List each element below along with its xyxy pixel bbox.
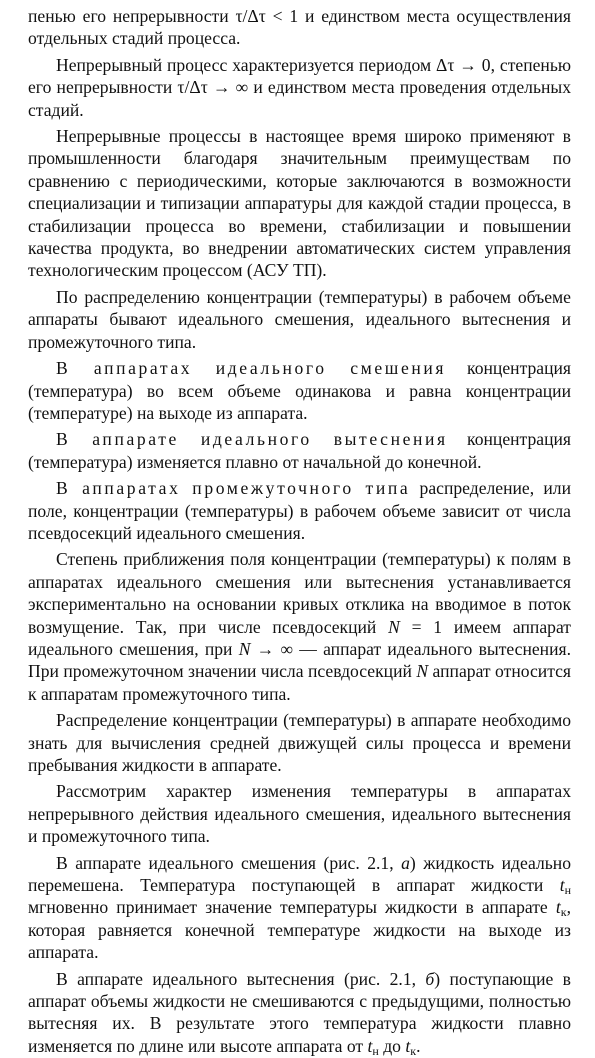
spaced-term: В аппаратах промежуточного типа <box>56 478 411 499</box>
spaced-term: В аппаратах идеального смешения <box>56 358 447 379</box>
paragraph-p4 <box>28 286 571 353</box>
paragraph-p8 <box>28 548 571 705</box>
subscript: н <box>564 883 571 898</box>
paragraph-p12 <box>28 968 571 1058</box>
italic-symbol: N <box>238 638 251 659</box>
text-run: аппарат относится к аппаратам промежуточного типа. <box>28 661 571 704</box>
text-run: пенью его непрерывности τ/Δτ < 1 и единством места осуществления отдельных стадий процесса. <box>28 6 571 49</box>
text-run: → ∞ — аппарат идеального вытеснения. При промежуточном значении числа псевдосекций <box>28 638 571 682</box>
subscript: к <box>410 1043 417 1058</box>
text-run: ) жидкость идеально перемешена. Температура поступающей в аппарат жидкости <box>28 852 571 896</box>
text-run: , которая равняется конечной температуре жидкости на выходе из аппарата. <box>28 897 571 963</box>
subscript: к <box>560 905 567 920</box>
text-run: Непрерывный процесс характеризуется периодом Δτ → 0, степенью его непрерывности τ/Δτ → ∞ и единством места проведения отдельных стадий. <box>28 54 571 120</box>
text-run: ) поступающие в аппарат объемы жидкости не смешиваются с предыдущими, полностью вытесняя их. В результате этого температура жидкости плавно изменяется по длине или высоте аппарата от <box>28 968 571 1056</box>
text-run: В аппарате идеального смешения (рис. 2.1, <box>56 852 402 873</box>
text-run: . <box>416 1035 421 1056</box>
paragraph-p10 <box>28 780 571 847</box>
text-run: мгновенно принимает значение температуры жидкости в аппарате <box>28 897 556 918</box>
text-body <box>28 5 571 1057</box>
text-run: концентрация (температура) во всем объеме одинакова и равна концентрации (температуре) на выходе из аппарата. <box>28 358 571 423</box>
text-run: По распределению концентрации (температуры) в рабочем объеме аппараты бывают идеального смешения, идеального вытеснения и промежуточного типа. <box>28 286 571 352</box>
text-run: Непрерывные процессы в настоящее время широко применяют в промышленности благодаря значительным преимуществам по сравнению с периодическими, которые заключаются в возможности специализации и типизации аппаратуры для каждой стадии процесса, в стабилизации процесса во времени, стабилизации и повышении качества продукта, во внедрении автоматических систем управления технологическим процессом (АСУ ТП). <box>28 126 571 281</box>
italic-symbol: t <box>559 875 565 896</box>
paragraph-p9 <box>28 709 571 776</box>
paragraph-p2 <box>28 54 571 121</box>
text-run: распределение, или поле, концентрации (температуры) в рабочем объеме зависит от числа псевдосекций идеального смешения. <box>28 478 571 543</box>
italic-symbol: t <box>555 897 561 918</box>
italic-symbol: t <box>405 1035 411 1056</box>
paragraph-p1 <box>28 5 571 50</box>
spaced-term: В аппарате идеального вытеснения <box>56 429 448 450</box>
subscript: н <box>372 1043 379 1058</box>
italic-symbol: N <box>416 661 429 682</box>
text-run: В аппарате идеального вытеснения (рис. 2.1, <box>56 968 426 989</box>
text-run: Распределение концентрации (температуры) в аппарате необходимо знать для вычисления средней движущей силы процесса и времени пребывания жидкости в аппарате. <box>28 710 571 775</box>
text-run: концентрация (температура) изменяется плавно от начальной до конечной. <box>28 429 571 472</box>
paragraph-p6 <box>28 428 571 473</box>
italic-symbol: а <box>401 852 410 873</box>
italic-symbol: N <box>388 616 400 637</box>
text-run: = 1 имеем аппарат идеального смешения, при <box>28 616 571 659</box>
text-run: до <box>378 1035 406 1056</box>
paragraph-p3 <box>28 125 571 282</box>
paragraph-p7 <box>28 477 571 544</box>
text-run: Рассмотрим характер изменения температуры в аппаратах непрерывного действия идеального смешения, идеального вытеснения и промежуточного типа. <box>28 781 571 847</box>
italic-symbol: б <box>425 968 435 989</box>
paragraph-p5 <box>28 357 571 424</box>
paragraph-p11 <box>28 852 571 964</box>
text-run: Степень приближения поля концентрации (температуры) к полям в аппаратах идеального смешения или вытеснения устанавливается экспериментально на основании кривых отклика на вводимое в поток возмущение. Так, при числе псевдосекций <box>28 549 571 637</box>
italic-symbol: t <box>367 1035 373 1056</box>
